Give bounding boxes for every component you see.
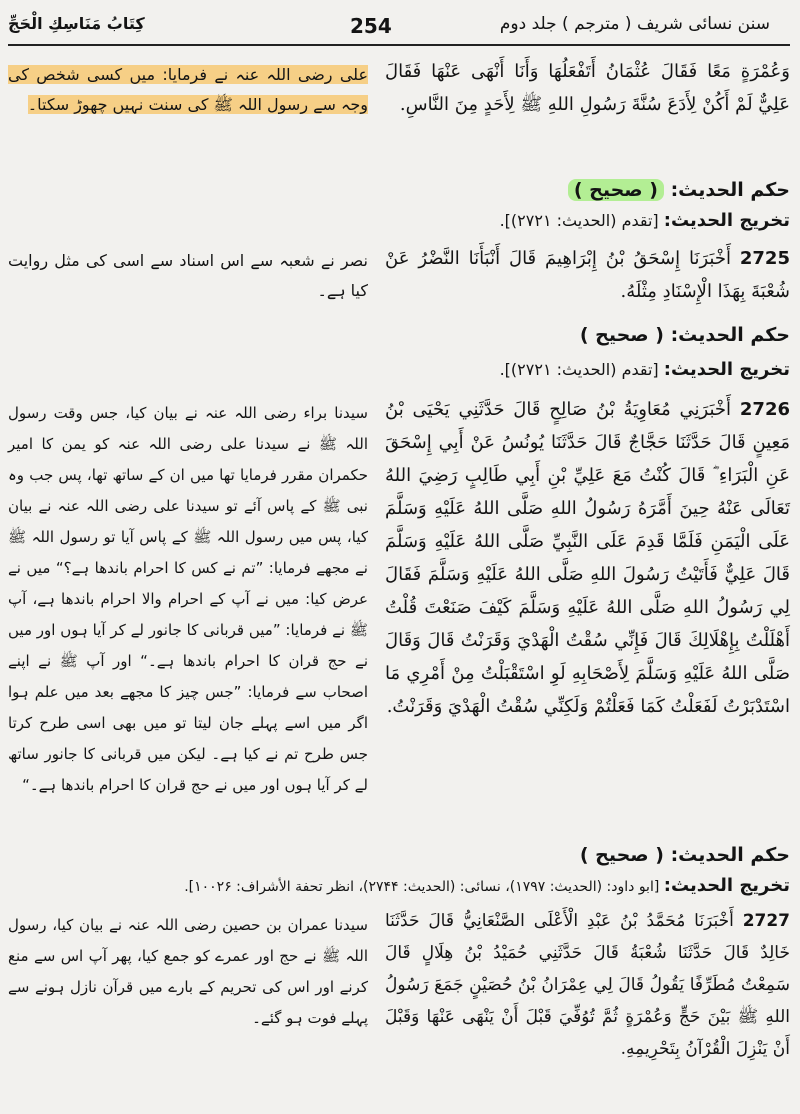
hadith-2727-arabic: 2727 أَخْبَرَنَا مُحَمَّدُ بْنُ عَبْدِ الْأَعْلَى الصَّنْعَانِيُّ قَالَ حَدَّثَنَا خَالِدٌ قَالَ حَدَّثَنَا شُعْبَةُ قَالَ حَدَّثَنِي حُمَيْدُ بْنُ هِلَالٍ قَالَ سَمِعْتُ مُطَرِّفًا يَقُولُ قَالَ لِي عِمْرَانُ بْنُ حُصَيْنٍ جَمَعَ رَسُولُ اللهِ ﷺ بَيْنَ حَجٍّ وَعُمْرَةٍ ثُمَّ تُوُفِّيَ قَبْلَ أَنْ يَنْهَى عَنْهَا وَقَبْلَ أَنْ يَنْزِلَ الْقُرْآنُ بِتَحْرِيمِهِ. xyxy=(385,911,791,1059)
hukm-grade-highlighted: ( صحیح ) xyxy=(568,179,664,201)
takhreej-label: تخریج الحدیث: xyxy=(663,210,790,231)
hadith-number: 2725 xyxy=(739,248,790,269)
hukm-hadith-0 xyxy=(10,175,790,205)
top-arabic-text: وَعُمْرَةٍ مَعًا فَقَالَ عُثْمَانُ أَتَفْعَلُهَا وَأَنَا أَنْهَى عَنْهَا فَقَالَ عَلِيٌّ لَمْ أَكُنْ لِأَدَعَ سُنَّةَ رَسُولِ اللهِ ﷺ لِأَحَدٍ مِنَ النَّاسِ. xyxy=(385,61,790,115)
hukm-grade: ( صحیح ) xyxy=(579,844,664,866)
takhreej-2725: تخریج الحدیث: [تقدم (الحدیث: ۲۷۲۱)]. xyxy=(499,359,790,380)
book-title: سنن نسائی شریف ( مترجم ) جلد دوم xyxy=(499,14,770,34)
top-urdu-text xyxy=(8,60,368,120)
hukm-hadith-2726: حکم الحدیث: ( صحیح ) xyxy=(579,844,790,866)
hadith-number: 2727 xyxy=(742,911,791,931)
hadith-2727-urdu: سیدنا عمران بن حصین رضی اللہ عنہ نے بیان کیا، رسول اللہ ﷺ نے حج اور عمرے کو جمع کیا، پھر آپ اس سے منع کرنے اور اس کی تحریم کے بارے میں قرآن نازل ہونے سے پہلے فوت ہو گئے۔ xyxy=(8,916,368,1027)
hadith-2726-urdu: سیدنا براء رضی اللہ عنہ نے بیان کیا، جس وقت رسول اللہ ﷺ نے سیدنا علی رضی اللہ عنہ کو یمن کا امیر حکمران مقرر فرمایا تھا میں ان کے ساتھ تھا، پس جب وہ نبی ﷺ کے پاس آئے تو سیدنا علی رضی اللہ عنہ نے بیان کیا، پس میں رسول اللہ ﷺ کے پاس آیا تو رسول اللہ ﷺ نے مجھے فرمایا: ”تم نے کس کا احرام باندھا ہے؟“ میں نے عرض کیا: میں نے آپ کے احرام والا احرام باندھا ہے، آپ ﷺ نے فرمایا: ”میں قربانی کا جانور لے کر آیا ہوں اور میں نے حج قران کا احرام باندھا ہے۔“ اور آپ ﷺ نے اپنے اصحاب سے فرمایا: ”جس چیز کا مجھے بعد میں علم ہوا اگر میں اسے پہلے جان لیتا تو میں بھی اسی طرح کرتا جس طرح تم نے کیا ہے۔ لیکن میں قربانی کا جانور ساتھ لے کر آیا ہوں اور میں نے حج قران کا احرام باندھا ہے۔“ xyxy=(8,404,368,794)
hukm-hadith-2725: حکم الحدیث: ( صحیح ) xyxy=(579,324,790,346)
takhreej-ref: [تقدم (الحدیث: ۲۷۲۱)]. xyxy=(499,211,659,230)
page-number: 254 xyxy=(350,14,392,38)
hadith-2725-arabic: 2725 أَخْبَرَنَا إِسْحَقُ بْنُ إِبْرَاهِيمَ قَالَ أَنْبَأَنَا النَّضْرُ عَنْ شُعْبَةَ بِهَذَا الْإِسْنَادِ مِثْلَهُ. xyxy=(385,248,790,302)
takhreej-0 xyxy=(10,207,790,235)
hadith-2725-urdu: نصر نے شعبہ سے اس اسناد سے اسی کی مثل روایت کیا ہے۔ xyxy=(8,251,368,300)
hukm-grade: ( صحیح ) xyxy=(579,324,664,346)
header-divider xyxy=(8,44,790,46)
takhreej-2726: تخریج الحدیث: [ابو داود: (الحدیث: ۱۷۹۷)، نسائی: (الحدیث: ۲۷۴۴)، انظر تحفة الأشراف: ۱۰۰۲۶]. xyxy=(184,875,790,896)
hukm-label: حکم الحدیث: xyxy=(670,179,790,201)
chapter-title: كِتَابُ مَنَاسِكِ الْحَجِّ xyxy=(8,14,145,33)
hadith-2726-arabic: 2726 أَخْبَرَنِي مُعَاوِيَةُ بْنُ صَالِحٍ قَالَ حَدَّثَنِي يَحْيَى بْنُ مَعِينٍ قَالَ حَدَّثَنَا حَجَّاجٌ قَالَ حَدَّثَنَا يُونُسُ عَنْ أَبِي إِسْحَقَ عَنِ الْبَرَاءِ ؓ قَالَ كُنْتُ مَعَ عَلِيِّ بْنِ أَبِي طَالِبٍ رَضِيَ اللهُ تَعَالَى عَنْهُ حِينَ أَمَّرَهُ رَسُولُ اللهِ صَلَّى اللهُ عَلَيْهِ وَسَلَّمَ عَلَى الْيَمَنِ فَلَمَّا قَدِمَ عَلَى النَّبِيِّ صَلَّى اللهُ عَلَيْهِ وَسَلَّمَ قَالَ عَلِيٌّ فَأَتَيْتُ رَسُولَ اللهِ صَلَّى اللهُ عَلَيْهِ وَسَلَّمَ فَقَالَ لِي رَسُولُ اللهِ صَلَّى اللهُ عَلَيْهِ وَسَلَّمَ كَيْفَ صَنَعْتَ قُلْتُ أَهْلَلْتُ بِإِهْلَالِكَ قَالَ فَإِنِّي سُقْتُ الْهَدْيَ وَقَرَنْتُ قَالَ وَقَالَ صَلَّى اللهُ عَلَيْهِ وَسَلَّمَ لِأَصْحَابِهِ لَوِ اسْتَقْبَلْتُ مِنْ أَمْرِي مَا اسْتَدْبَرْتُ لَفَعَلْتُ كَمَا فَعَلْتُمْ وَلَكِنِّي سُقْتُ الْهَدْيَ وَقَرَنْتُ. xyxy=(385,399,790,717)
highlighted-urdu-text: علی رضی اللہ عنہ نے فرمایا: میں کسی شخص کی وجہ سے رسول اللہ ﷺ کی سنت نہیں چھوڑ سکتا۔ xyxy=(8,65,368,114)
hadith-number: 2726 xyxy=(739,399,790,420)
